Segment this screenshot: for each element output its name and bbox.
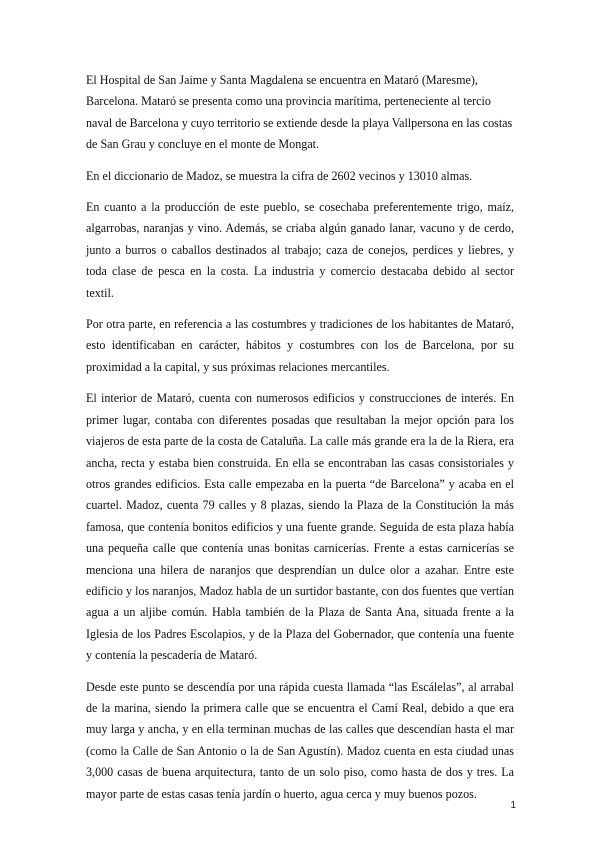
paragraph-customs: Por otra parte, en referencia a las costumbres y tradiciones de los habitantes de Mataró, esto identificaban en carácter, hábitos y costumbres con los de Barcelona, por su proximidad a la capital, y sus próximas relaciones mercantiles. [86,317,514,374]
body-text [86,70,514,815]
paragraph-hospital-location: El Hospital de San Jaime y Santa Magdalena se encuentra en Mataró (Maresme), Barcelona. Mataró se presenta como una provincia marítima, perteneciente al tercio naval de Barcelona y cuyo territorio se extiende desde la playa Vallpersona en las costas de San Grau y concluye en el monte de Mongat. [86,73,513,152]
paragraph-marina: Desde este punto se descendía por una rápida cuesta llamada “las Escálelas”, al arrabal de la marina, siendo la primera calle que se encuentra el Camí Real, debido a que era muy larga y ancha, y en ella terminan muchas de las calles que descendían hasta el mar (como la Calle de San Antonio o la de San Agustín). Madoz cuenta en esta ciudad unas 3,000 casas de buena arquitectura, tanto de un solo piso, como hasta de dos y tres. La mayor parte de estas casas tenía jardín o huerto, agua cerca y muy buenos pozos. [86,679,514,801]
paragraph-interior: El interior de Mataró, cuenta con numerosos edificios y construcciones de interés. En primer lugar, contaba con diferentes posadas que resultaban la mejor opción para los viajeros de esta parte de la costa de Cataluña. La calle más grande era la de la Riera, era ancha, recta y estaba bien construida. En ella se encontraban las casas consistoriales y otros grandes edificios. Esta calle empezaba en la puerta “de Barcelona” y acaba en el cuartel. Madoz, cuenta 79 calles y 8 plazas, siendo la Plaza de la Constitución la más famosa, que contenía bonitos edificios y una fuente grande. Seguida de esta plaza había una pequeña calle que contenía unas bonitas carnicerías. Frente a estas carnicerías se menciona una hilera de naranjos que desprendían un dulce olor a azahar. Entre este edificio y los naranjos, Madoz habla de un surtidor bastante, con dos fuentes que vertían agua a un aljibe común. Habla también de la Plaza de Santa Ana, situada frente a la Iglesia de los Padres Escolapios, y de la Plaza del Gobernador, que contenía una fuente y contenía la pescadería de Mataró. [86,391,514,663]
paragraph-production: En cuanto a la producción de este pueblo, se cosechaba preferentemente trigo, maíz, algarrobas, naranjas y vino. Además, se criaba algún ganado lanar, vacuno y de cerdo, junto a burros o caballos destinados al trabajo; caza de conejos, perdices y liebres, y toda clase de pesca en la costa. La industria y comercio destacaba debido al sector textil. [86,200,514,300]
page-number: 1 [510,800,516,811]
paragraph-population: En el diccionario de Madoz, se muestra la cifra de 2602 vecinos y 13010 almas. [86,168,473,183]
